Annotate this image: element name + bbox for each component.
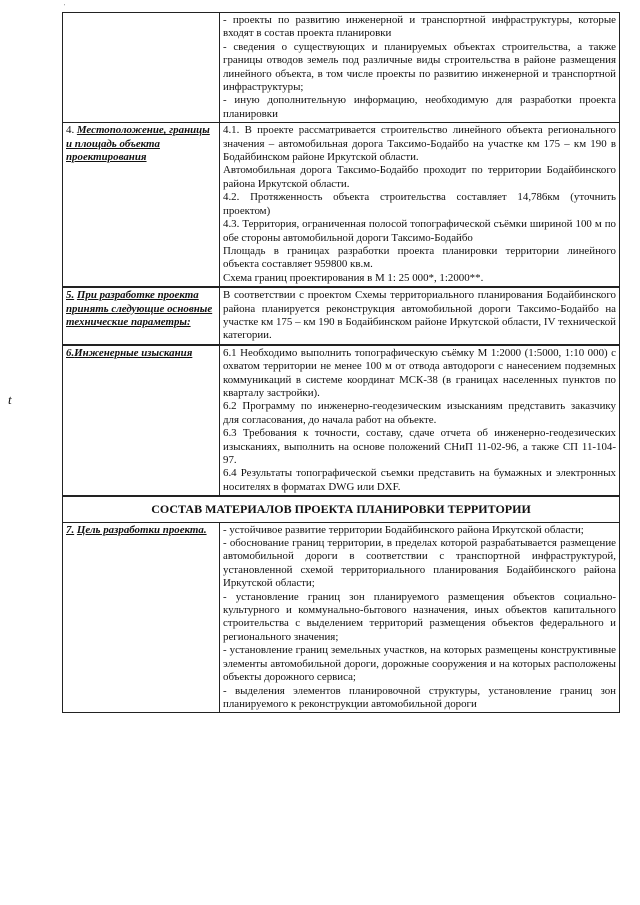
requirements-table bbox=[62, 12, 620, 713]
table-row-6 bbox=[63, 345, 620, 496]
document-page bbox=[62, 12, 620, 713]
paragraph: 4.2. Протяженность объекта строительства составляет 14,786км (уточнить проектом) bbox=[223, 191, 616, 217]
section-heading-row bbox=[63, 496, 620, 522]
row-label bbox=[63, 522, 220, 713]
scan-speck: ' bbox=[64, 4, 66, 10]
row-content bbox=[220, 345, 620, 496]
row-number: 4. bbox=[66, 124, 75, 137]
table-row-7 bbox=[63, 522, 620, 713]
paragraph: - устойчивое развитие территории Бодайбинского района Иркутской области; bbox=[223, 523, 584, 536]
paragraph: - сведения о существующих и планируемых объектах строительства, а также границы отводов земель под различные виды строительства в районе размещения линейного объекта, в том числе проекты по развитию инженерной и транспортной инфраструктуры; bbox=[223, 40, 616, 94]
stray-mark: t bbox=[8, 392, 12, 407]
paragraph: Автомобильная дорога Таксимо-Бодайбо проходит по территории Бодайбинского района Иркутской области. bbox=[223, 164, 616, 190]
row-content bbox=[220, 13, 620, 123]
paragraph: 6.1 Необходимо выполнить топографическую съёмку М 1:2000 (1:5000, 1:10 000) с охватом территории не менее 100 м от отвода автодороги с нанесением подземных коммуникаций в системе координат МСК-38 (в границах населенных пунктов по кварталу застройки). bbox=[223, 346, 616, 399]
row-content bbox=[220, 123, 620, 287]
row-number: 7. bbox=[66, 523, 75, 536]
paragraph: 6.3 Требования к точности, составу, сдаче отчета об инженерно-геодезических изысканиях, выполнить на основе положений СНиП 11-02-96, а также СП 11-104-97. bbox=[223, 427, 616, 466]
paragraph: В соответствии с проектом Схемы территориального планирования Бодайбинского района планируется реконструкция автомобильной дороги Таксимо-Бодайбо на участке км 175 – км 190 в Бодайбинском районе Иркутской области, IV технической категории. bbox=[223, 289, 616, 342]
paragraph: Схема границ проектирования в М 1: 25 000*, 1:2000**. bbox=[223, 271, 484, 284]
table-row-cont bbox=[63, 13, 620, 123]
table-row-4 bbox=[63, 123, 620, 287]
row-label bbox=[63, 123, 220, 287]
paragraph: 6.4 Результаты топографической съемки представить на бумажных и электронных носителях в форматах DWG или DXF. bbox=[223, 467, 616, 493]
paragraph: - установление границ земельных участков, на которых размещены конструктивные элементы автомобильной дороги, дорожные сооружения и на которых расположены объекты дорожного сервиса; bbox=[223, 644, 616, 684]
paragraph: - установление границ зон планируемого размещения объектов социально-культурного и коммунально-бытового назначения, иных объектов капитального строительства с выделением территорий размещения объектов федерального и регионального значения; bbox=[223, 590, 616, 643]
row-title: При разработке проекта принять следующие основные технические параметры: bbox=[66, 289, 213, 328]
row-content bbox=[220, 287, 620, 345]
section-heading: СОСТАВ МАТЕРИАЛОВ ПРОЕКТА ПЛАНИРОВКИ ТЕРРИТОРИИ bbox=[63, 496, 620, 522]
paragraph: - проекты по развитию инженерной и транспортной инфраструктуры, которые входят в состав проекта планировки bbox=[223, 14, 616, 40]
paragraph: 4.3. Территория, ограниченная полосой топографической съёмки шириной 100 м по обе стороны автомобильной дороги Таксимо-Бодайбо bbox=[223, 218, 616, 244]
row-title: Местоположение, границы и площадь объекта проектирования bbox=[66, 124, 210, 164]
row-title: Цель разработки проекта. bbox=[76, 523, 207, 536]
row-label-empty bbox=[63, 13, 220, 123]
paragraph: - выделения элементов планировочной структуры, установление границ зон планируемого к реконструкции автомобильной дороги bbox=[223, 684, 616, 710]
row-number: 5. bbox=[66, 289, 75, 302]
paragraph: Площадь в границах разработки проекта планировки территории линейного объекта составляет 959800 кв.м. bbox=[223, 244, 616, 271]
row-title: Инженерные изыскания bbox=[74, 346, 193, 359]
paragraph: 6.2 Программу по инженерно-геодезическим изысканиям представить заказчику для согласования, до начала работ на объекте. bbox=[223, 400, 616, 426]
row-content bbox=[220, 522, 620, 713]
row-label bbox=[63, 287, 220, 345]
row-number: 6. bbox=[66, 346, 75, 359]
paragraph: - обоснование границ территории, в пределах которой разрабатывается размещение автомобильной дороги в соответствии с транспортной инфраструктурой, установленной схемой территориального планирования Бодайбинского района Иркутской области; bbox=[223, 537, 616, 590]
paragraph: 4.1. В проекте рассматривается строительство линейного объекта регионального значения – автомобильная дорога Таксимо-Бодайбо на участке км 175 – км 190 в Бодайбинском районе Иркутской области. bbox=[223, 124, 616, 164]
paragraph: - иную дополнительную информацию, необходимую для разработки проекта планировки bbox=[223, 94, 616, 120]
row-label bbox=[63, 345, 220, 496]
table-row-5 bbox=[63, 287, 620, 345]
